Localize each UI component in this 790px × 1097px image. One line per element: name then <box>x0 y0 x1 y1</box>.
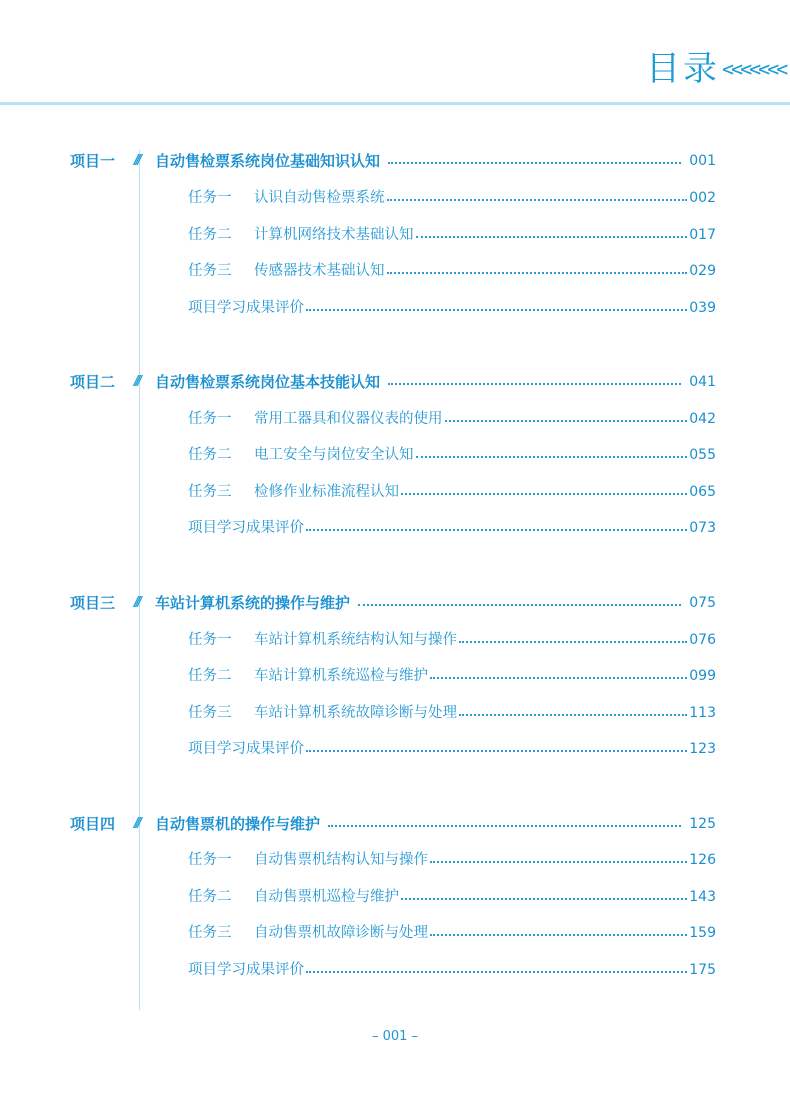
page-number: 002 <box>689 190 716 206</box>
page-number: 125 <box>689 816 716 832</box>
dot-leader <box>445 420 688 422</box>
dot-leader <box>387 272 688 274</box>
toc-task-row[interactable] <box>188 407 716 431</box>
task-label: 任务三 <box>188 484 232 500</box>
task-label: 任务一 <box>188 411 232 427</box>
toc-task-row[interactable] <box>188 259 716 283</box>
slash-stripes-icon: /// <box>134 595 140 610</box>
task-title: 项目学习成果评价 <box>188 741 304 757</box>
page-number: 099 <box>689 668 716 684</box>
task-label: 任务一 <box>188 632 232 648</box>
task-label: 任务三 <box>188 925 232 941</box>
task-title: 自动售票机巡检与维护 <box>254 889 399 905</box>
task-title: 车站计算机系统巡检与维护 <box>254 668 428 684</box>
toc-task-row[interactable] <box>188 848 716 872</box>
task-label: 任务二 <box>188 227 232 243</box>
dot-leader <box>416 236 688 238</box>
toc-project-row[interactable] <box>70 812 716 836</box>
dot-leader <box>306 529 687 531</box>
task-title: 项目学习成果评价 <box>188 520 304 536</box>
toc-task-row[interactable] <box>188 664 716 688</box>
task-label: 任务三 <box>188 263 232 279</box>
dot-leader <box>388 383 681 385</box>
dot-leader <box>358 604 681 606</box>
project-label: 项目四 <box>70 815 116 833</box>
toc-task-row[interactable] <box>188 958 716 982</box>
page-number: 017 <box>689 227 716 243</box>
toc-task-row[interactable] <box>188 516 716 540</box>
project-title: 车站计算机系统的操作与维护 <box>155 594 351 612</box>
task-label: 任务一 <box>188 852 232 868</box>
task-title: 常用工器具和仪器仪表的使用 <box>254 411 443 427</box>
page-number: 113 <box>689 705 716 721</box>
toc-task-row[interactable] <box>188 480 716 504</box>
page-number: 175 <box>689 962 716 978</box>
project-title: 自动售票机的操作与维护 <box>155 815 321 833</box>
toc-project-row[interactable] <box>70 591 716 615</box>
toc-task-row[interactable] <box>188 223 716 247</box>
page-number: 143 <box>689 889 716 905</box>
page-number: 041 <box>689 374 716 390</box>
toc-project-row[interactable] <box>70 149 716 173</box>
dot-leader <box>459 641 687 643</box>
dot-leader <box>328 825 681 827</box>
dot-leader <box>430 934 687 936</box>
task-title: 车站计算机系统结构认知与操作 <box>254 632 457 648</box>
page-number: 073 <box>689 520 716 536</box>
task-label: 任务二 <box>188 889 232 905</box>
project-title: 自动售检票系统岗位基础知识认知 <box>155 152 381 170</box>
project-label: 项目二 <box>70 373 116 391</box>
dot-leader <box>401 898 687 900</box>
task-label: 任务二 <box>188 668 232 684</box>
dot-leader <box>306 750 687 752</box>
page-number: 126 <box>689 852 716 868</box>
dot-leader <box>306 309 687 311</box>
toc-task-row[interactable] <box>188 737 716 761</box>
footer-page-number: – 001 – <box>371 1029 419 1044</box>
task-label: 任务二 <box>188 447 232 463</box>
task-title: 检修作业标准流程认知 <box>254 484 399 500</box>
task-label: 任务三 <box>188 705 232 721</box>
task-title: 认识自动售检票系统 <box>254 190 385 206</box>
task-title: 传感器技术基础认知 <box>254 263 385 279</box>
task-title: 项目学习成果评价 <box>188 300 304 316</box>
page-number: 055 <box>689 447 716 463</box>
toc-task-row[interactable] <box>188 885 716 909</box>
project-label: 项目三 <box>70 594 116 612</box>
toc-task-row[interactable] <box>188 628 716 652</box>
task-title: 计算机网络技术基础认知 <box>254 227 414 243</box>
dot-leader <box>388 162 681 164</box>
page-number: 065 <box>689 484 716 500</box>
page-number: 076 <box>689 632 716 648</box>
chevron-left-icon: <<<<<<< <box>722 57 786 81</box>
page-number: 159 <box>689 925 716 941</box>
toc-project-row[interactable] <box>70 370 716 394</box>
page-number: 029 <box>689 263 716 279</box>
slash-stripes-icon: /// <box>134 153 140 168</box>
task-title: 项目学习成果评价 <box>188 962 304 978</box>
dot-leader <box>459 714 687 716</box>
dot-leader <box>387 199 688 201</box>
project-title: 自动售检票系统岗位基本技能认知 <box>155 373 381 391</box>
dot-leader <box>430 861 687 863</box>
dot-leader <box>306 971 687 973</box>
toc-task-row[interactable] <box>188 186 716 210</box>
task-title: 车站计算机系统故障诊断与处理 <box>254 705 457 721</box>
page-title: 目录 <box>646 49 720 89</box>
toc-task-row[interactable] <box>188 443 716 467</box>
task-title: 自动售票机结构认知与操作 <box>254 852 428 868</box>
page-number: 039 <box>689 300 716 316</box>
task-title: 电工安全与岗位安全认知 <box>254 447 414 463</box>
page-number: 042 <box>689 411 716 427</box>
project-label: 项目一 <box>70 152 116 170</box>
toc-task-row[interactable] <box>188 921 716 945</box>
page-number: 001 <box>689 153 716 169</box>
dot-leader <box>416 456 688 458</box>
dot-leader <box>401 493 687 495</box>
page-number: 075 <box>689 595 716 611</box>
toc-task-row[interactable] <box>188 701 716 725</box>
toc-task-row[interactable] <box>188 296 716 320</box>
page-number: 123 <box>689 741 716 757</box>
slash-stripes-icon: /// <box>134 816 140 831</box>
task-label: 任务一 <box>188 190 232 206</box>
dot-leader <box>430 677 687 679</box>
slash-stripes-icon: /// <box>134 374 140 389</box>
task-title: 自动售票机故障诊断与处理 <box>254 925 428 941</box>
